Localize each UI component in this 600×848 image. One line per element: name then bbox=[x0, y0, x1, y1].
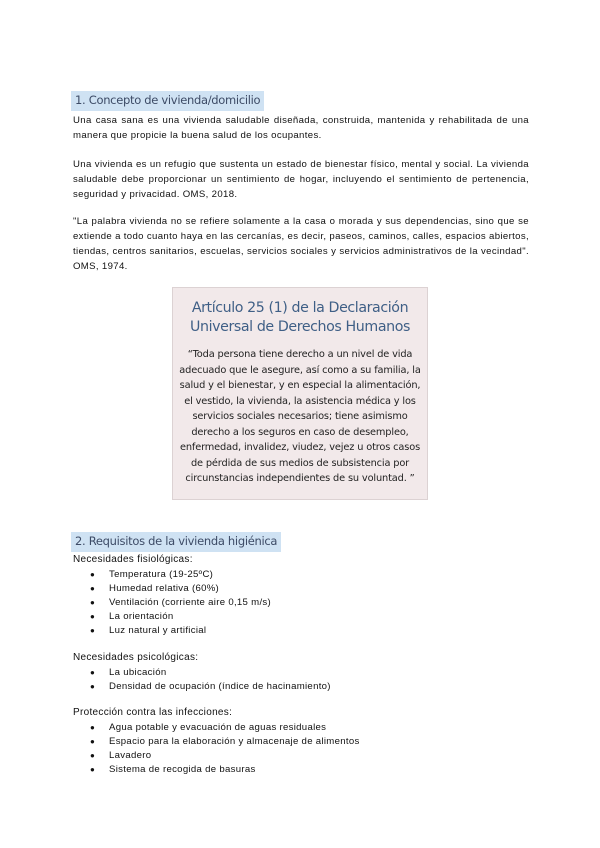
list-item: ● La ubicación bbox=[90, 667, 167, 678]
section-heading-concepto: 1. Concepto de vivienda/domicilio bbox=[71, 91, 264, 111]
bullet-icon: ● bbox=[90, 765, 96, 774]
bullet-icon: ● bbox=[90, 737, 96, 746]
list-item: ● Lavadero bbox=[90, 750, 152, 761]
quote-box-article-25 bbox=[172, 287, 428, 500]
list-item: ● Densidad de ocupación (índice de hacinamiento) bbox=[90, 681, 331, 692]
bullet-icon: ● bbox=[90, 682, 96, 691]
subheading-fisiologicas: Necesidades fisiológicas: bbox=[73, 554, 193, 565]
bullet-icon: ● bbox=[90, 598, 96, 607]
bullet-icon: ● bbox=[90, 584, 96, 593]
list-item: ● Sistema de recogida de basuras bbox=[90, 764, 256, 775]
list-item: ● Ventilación (corriente aire 0,15 m/s) bbox=[90, 597, 272, 608]
bullet-icon: ● bbox=[90, 626, 96, 635]
paragraph-refugio: Una vivienda es un refugio que sustenta un estado de bienestar físico, mental y social. La vivienda saludable debe proporcionar un sentimiento de hogar, incluyendo el sentimiento de pertenencia, seguridad y privacidad. OMS, 2018. bbox=[73, 159, 529, 200]
bullet-icon: ● bbox=[90, 723, 96, 732]
bullet-icon: ● bbox=[90, 751, 96, 760]
list-item: ● Agua potable y evacuación de aguas residuales bbox=[90, 722, 327, 733]
quote-text: “Toda persona tiene derecho a un nivel de vida adecuado que le asegure, así como a su familia, la salud y el bienestar, y en especial la alimentación, el vestido, la vivienda, la asistencia médica y los servicios sociales necesarios; tiene asimismo derecho a los seguros en caso de desempleo, enfermedad, invalidez, viudez, vejez u otros casos de pérdida de sus medios de subsistencia por circunstancias independientes de su voluntad. ” bbox=[179, 349, 421, 484]
bullet-icon: ● bbox=[90, 570, 96, 579]
list-item: ● Espacio para la elaboración y almacenaje de alimentos bbox=[90, 736, 360, 747]
list-item: ● La orientación bbox=[90, 611, 174, 622]
subheading-infecciones: Protección contra las infecciones: bbox=[73, 707, 233, 718]
subheading-psicologicas: Necesidades psicológicas: bbox=[73, 652, 199, 663]
quote-title-line-1: Artículo 25 (1) de la Declaración bbox=[191, 300, 409, 316]
bullet-icon: ● bbox=[90, 612, 96, 621]
list-item: ● Luz natural y artificial bbox=[90, 625, 207, 636]
paragraph-casa-sana: Una casa sana es una vivienda saludable diseñada, construida, mantenida y rehabilitada de una manera que propicie la buena salud de los ocupantes. bbox=[73, 115, 529, 141]
bullet-icon: ● bbox=[90, 668, 96, 677]
list-item: ● Humedad relativa (60%) bbox=[90, 583, 220, 594]
list-infecciones bbox=[90, 721, 360, 777]
quote-title bbox=[173, 299, 427, 337]
paragraph-oms-1974: "La palabra vivienda no se refiere solamente a la casa o morada y sus dependencias, sino que se extiende a todo cuanto haya en las cercanías, es decir, paseos, caminos, calles, espacios abiertos, tiendas, centros sanitarios, escuelas, servicios sociales y servicios administrativos de la vecindad". OMS, 1974. bbox=[73, 216, 529, 272]
list-fisiologicas bbox=[90, 568, 271, 638]
list-item: ● Temperatura (19-25ºC) bbox=[90, 569, 214, 580]
list-psicologicas bbox=[90, 666, 331, 694]
section-heading-requisitos: 2. Requisitos de la vivienda higiénica bbox=[71, 532, 281, 552]
quote-title-line-2: Universal de Derechos Humanos bbox=[190, 319, 410, 335]
